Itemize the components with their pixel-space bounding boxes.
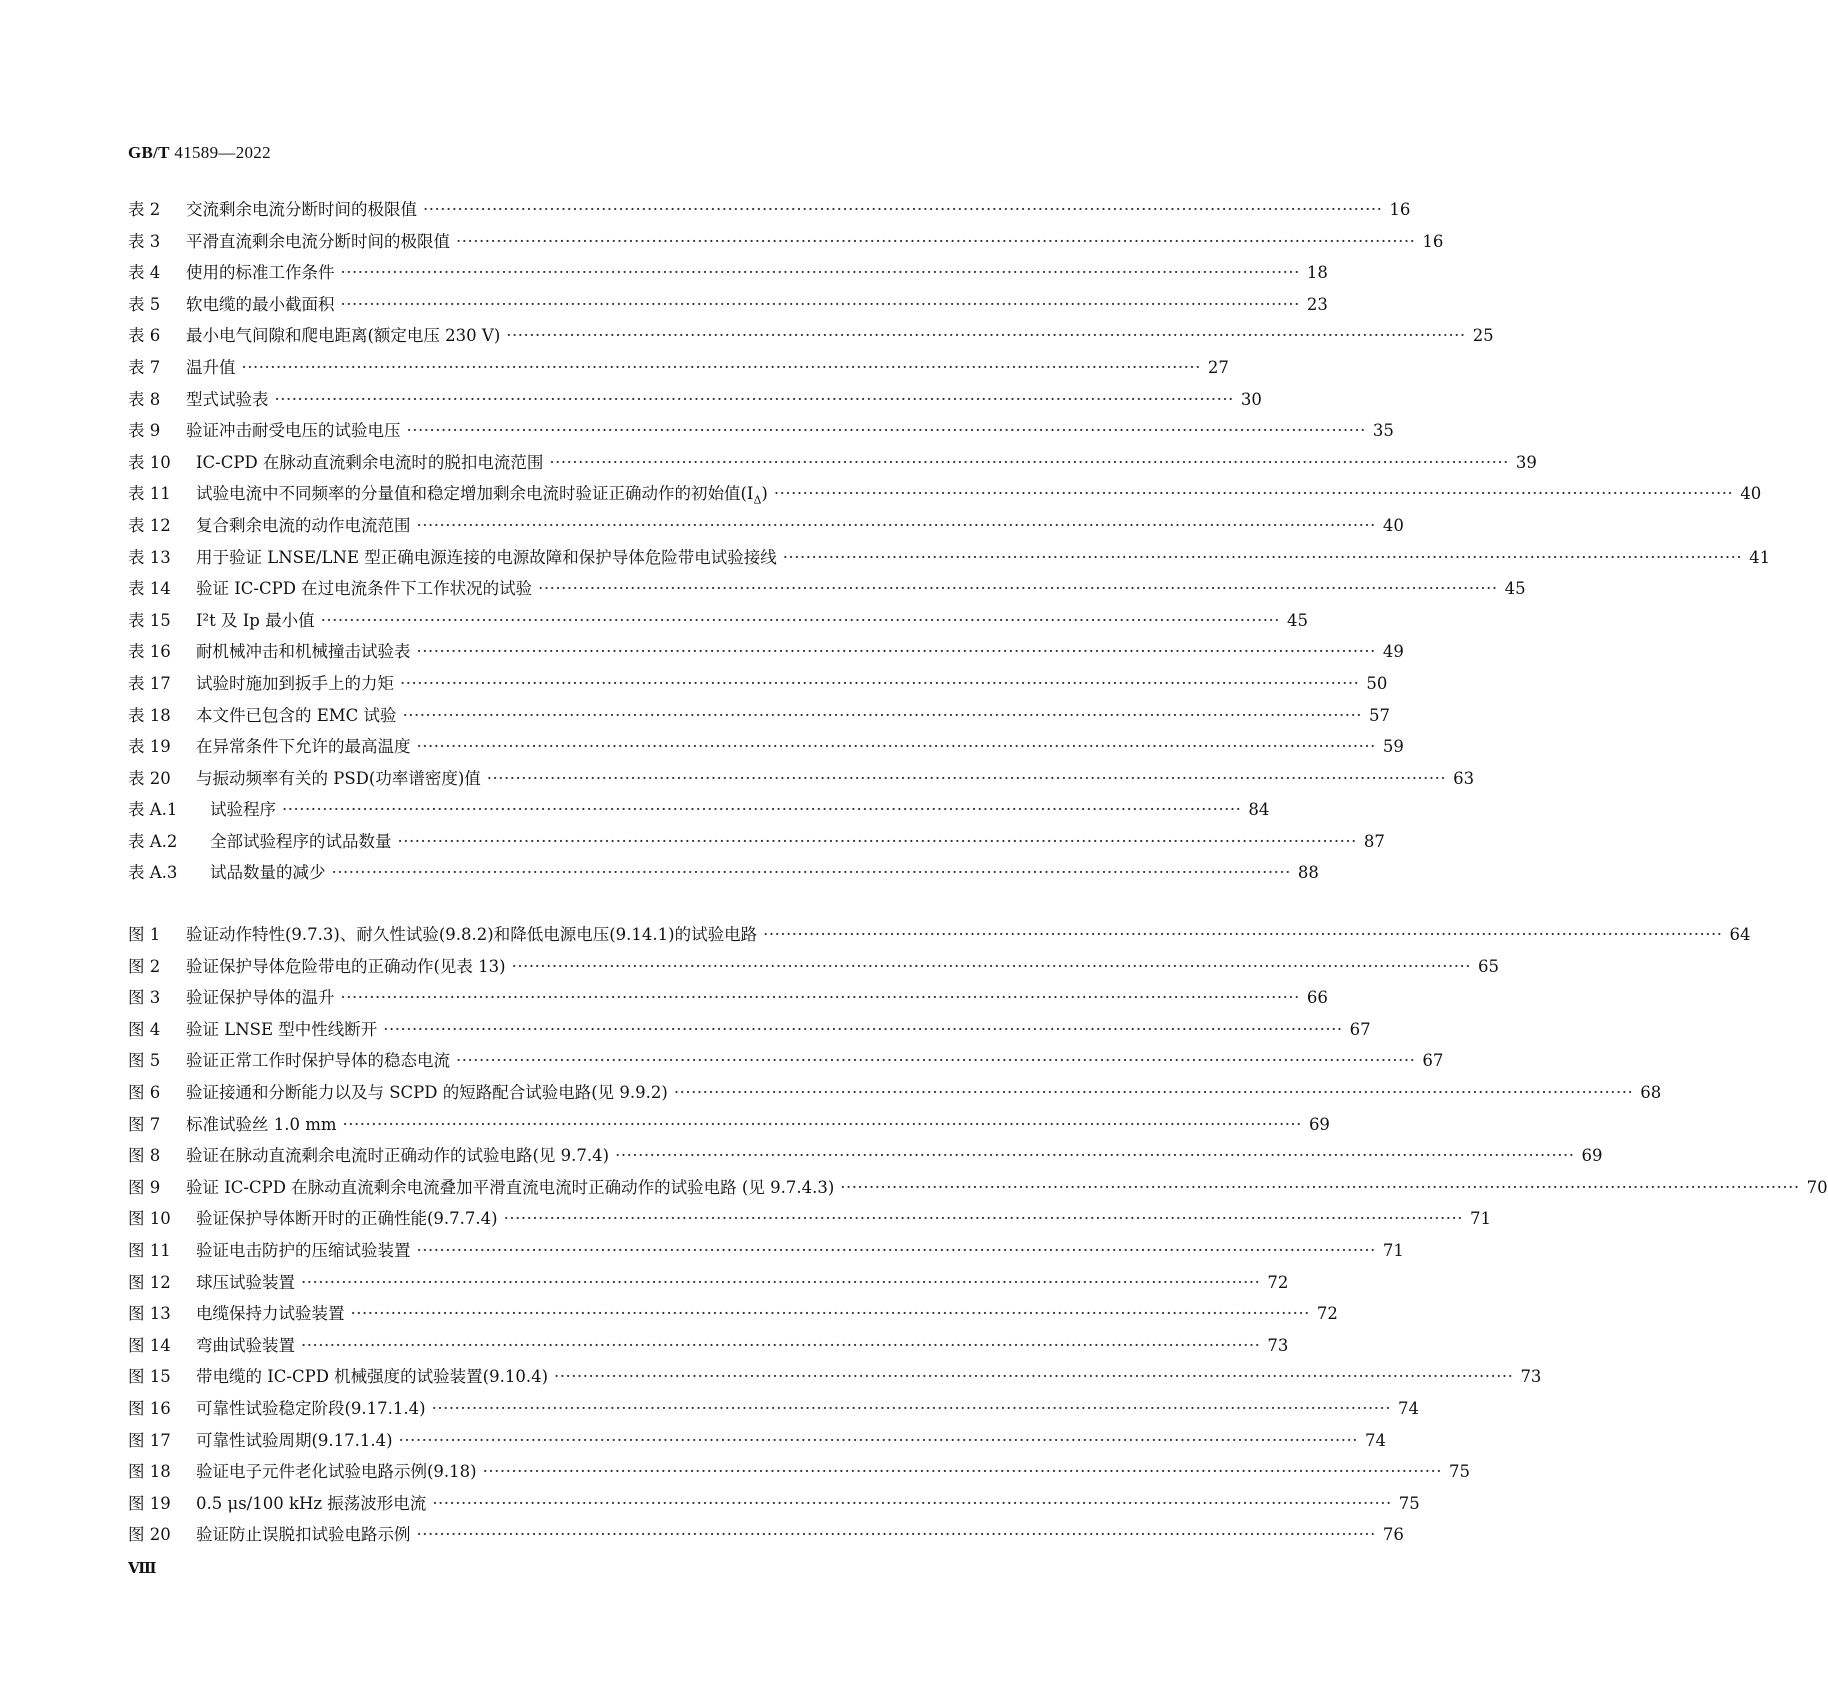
entry-page-number: 76 <box>1382 1525 1404 1545</box>
entry-label: 图 2 <box>128 956 161 976</box>
entry-page-number: 59 <box>1382 737 1404 757</box>
entry-page-number: 67 <box>1422 1051 1444 1071</box>
figure-entry[interactable] <box>128 1332 1289 1364</box>
document-header <box>128 143 271 163</box>
dot-leader <box>783 548 1742 567</box>
figure-entry[interactable] <box>128 1079 1662 1111</box>
dot-leader <box>417 516 1376 535</box>
entry-page-number: 18 <box>1306 263 1328 283</box>
entry-label: 图 20 <box>128 1525 171 1545</box>
entry-title: 验证保护导体的温升 <box>186 988 335 1008</box>
dot-leader <box>456 232 1415 251</box>
entry-page-number: 72 <box>1316 1304 1338 1324</box>
entry-label: 图 15 <box>128 1367 171 1387</box>
figure-entry[interactable] <box>128 1174 1828 1206</box>
entry-page-number: 71 <box>1382 1241 1404 1260</box>
entry-label: 表 9 <box>128 421 161 441</box>
entry-title: 型式试验表 <box>186 389 269 409</box>
entry-page-number: 45 <box>1286 610 1308 630</box>
entry-label: 图 12 <box>128 1272 171 1292</box>
dot-leader <box>301 1273 1260 1292</box>
entry-label: 表 2 <box>128 200 161 219</box>
dot-leader <box>432 1494 1391 1513</box>
entry-label: 表 6 <box>128 326 161 346</box>
table-entry[interactable] <box>128 796 1270 828</box>
entry-label: 图 4 <box>128 1019 161 1039</box>
entry-title: 电缆保持力试验装置 <box>196 1304 345 1324</box>
table-entry[interactable] <box>128 575 1526 607</box>
entry-label: 表 3 <box>128 231 161 251</box>
entry-label: 表 A.1 <box>128 800 178 820</box>
dot-leader <box>456 1051 1415 1070</box>
table-entry[interactable] <box>128 322 1494 354</box>
table-entry[interactable] <box>128 670 1388 702</box>
dot-leader <box>341 263 1300 282</box>
dot-leader <box>398 832 1357 851</box>
figure-entry[interactable] <box>128 1111 1330 1143</box>
entry-label: 图 9 <box>128 1177 161 1197</box>
entry-label: 表 11 <box>128 484 171 504</box>
table-entry[interactable] <box>128 386 1262 418</box>
entry-label: 图 14 <box>128 1335 171 1355</box>
entry-title: 全部试验程序的试品数量 <box>210 831 392 851</box>
entry-title: 在异常条件下允许的最高温度 <box>196 737 411 757</box>
dot-leader <box>275 390 1234 409</box>
figure-entry[interactable] <box>128 953 1500 985</box>
entry-title: I²t 及 Ip 最小值 <box>196 610 315 630</box>
dot-leader <box>282 800 1241 819</box>
dot-leader <box>351 1304 1310 1323</box>
list-of-figures <box>128 921 1828 1553</box>
figure-entry[interactable] <box>128 1490 1420 1522</box>
dot-leader <box>506 326 1465 345</box>
entry-label: 表 19 <box>128 737 171 757</box>
entry-page-number: 74 <box>1365 1430 1387 1450</box>
entry-page-number: 75 <box>1449 1462 1471 1482</box>
entry-title: 试验时施加到扳手上的力矩 <box>196 673 394 693</box>
entry-title: 验证防止误脱扣试验电路示例 <box>196 1525 411 1545</box>
dot-leader <box>483 1462 1442 1481</box>
dot-leader <box>407 421 1366 440</box>
entry-page-number: 39 <box>1515 452 1537 472</box>
figure-entry[interactable] <box>128 1300 1338 1332</box>
entry-page-number: 45 <box>1504 579 1526 599</box>
entry-title: 平滑直流剩余电流分断时间的极限值 <box>186 231 450 251</box>
dot-leader <box>504 1209 1463 1228</box>
table-entry[interactable] <box>128 417 1394 449</box>
entry-title: 0.5 μs/100 kHz 振荡波形电流 <box>196 1493 427 1513</box>
entry-page-number: 49 <box>1382 642 1404 662</box>
table-entry[interactable] <box>128 544 1771 576</box>
page-number: Ⅷ <box>128 1559 157 1577</box>
dot-leader <box>321 611 1280 630</box>
dot-leader <box>840 1178 1799 1197</box>
entry-page-number: 70 <box>1806 1177 1828 1197</box>
figure-entry[interactable] <box>128 1016 1371 1048</box>
table-entry[interactable] <box>128 228 1444 260</box>
entry-page-number: 71 <box>1470 1209 1492 1229</box>
table-entry[interactable] <box>128 859 1319 891</box>
entry-title: 验证 LNSE 型中性线断开 <box>186 1019 378 1039</box>
table-entry[interactable] <box>128 828 1385 860</box>
entry-label: 表 13 <box>128 547 171 567</box>
dot-leader <box>417 1241 1376 1260</box>
entry-label: 图 18 <box>128 1462 171 1482</box>
entry-title: 软电缆的最小截面积 <box>186 294 335 314</box>
entry-title: 本文件已包含的 EMC 试验 <box>196 705 397 725</box>
figure-entry[interactable] <box>128 1458 1471 1490</box>
entry-title: 标准试验丝 1.0 mm <box>186 1114 337 1134</box>
table-entry[interactable] <box>128 607 1308 639</box>
dot-leader <box>432 1399 1391 1418</box>
figure-entry[interactable] <box>128 1205 1492 1237</box>
entry-title: 耐机械冲击和机械撞击试验表 <box>196 642 411 662</box>
entry-label: 图 16 <box>128 1398 171 1418</box>
dot-leader <box>400 674 1359 693</box>
entry-page-number: 65 <box>1478 956 1500 976</box>
table-entry[interactable] <box>128 480 1762 512</box>
entry-page-number: 64 <box>1729 925 1751 945</box>
entry-label: 表 16 <box>128 642 171 662</box>
entry-label: 图 11 <box>128 1241 171 1260</box>
figure-entry[interactable] <box>128 921 1751 953</box>
entry-title: 可靠性试验稳定阶段(9.17.1.4) <box>196 1398 426 1418</box>
entry-title: 验证正常工作时保护导体的稳态电流 <box>186 1051 450 1071</box>
dot-leader <box>242 358 1201 377</box>
dot-leader <box>674 1083 1633 1102</box>
dot-leader <box>383 1020 1342 1039</box>
entry-title: 验证保护导体断开时的正确性能(9.7.7.4) <box>196 1209 498 1229</box>
entry-title: 球压试验装置 <box>196 1272 295 1292</box>
entry-title: 验证 IC-CPD 在脉动直流剩余电流叠加平滑直流电流时正确动作的试验电路 (见 9.7.4.3) <box>186 1177 835 1197</box>
entry-page-number: 16 <box>1422 231 1444 251</box>
dot-leader <box>341 988 1300 1007</box>
entry-page-number: 67 <box>1349 1019 1371 1039</box>
list-of-tables-and-figures <box>128 196 1828 1553</box>
entry-title: 验证 IC-CPD 在过电流条件下工作状况的试验 <box>196 579 533 599</box>
dot-leader <box>417 1525 1376 1544</box>
entry-label: 表 10 <box>128 452 171 472</box>
entry-page-number: 84 <box>1248 800 1270 820</box>
entry-title: 验证在脉动直流剩余电流时正确动作的试验电路(见 9.7.4) <box>186 1146 610 1166</box>
entry-label: 图 7 <box>128 1114 161 1134</box>
entry-label: 表 20 <box>128 768 171 788</box>
dot-leader <box>549 453 1508 472</box>
entry-label: 图 19 <box>128 1493 171 1513</box>
dot-leader <box>399 1431 1358 1450</box>
entry-title-tail: ) <box>761 484 768 504</box>
entry-label: 表 15 <box>128 610 171 630</box>
dot-leader <box>332 863 1291 882</box>
standard-number: 41589—2022 <box>174 143 271 162</box>
entry-page-number: 74 <box>1398 1398 1420 1418</box>
figure-entry[interactable] <box>128 1237 1404 1269</box>
entry-title: 验证动作特性(9.7.3)、耐久性试验(9.8.2)和降低电源电压(9.14.1)的试验电路 <box>186 925 758 945</box>
entry-page-number: 72 <box>1267 1272 1289 1292</box>
dot-leader <box>615 1146 1574 1165</box>
dot-leader <box>343 1115 1302 1134</box>
entry-page-number: 88 <box>1297 863 1319 883</box>
entry-page-number: 69 <box>1308 1114 1330 1134</box>
entry-label: 表 18 <box>128 705 171 725</box>
dot-leader <box>417 737 1376 756</box>
entry-page-number: 40 <box>1382 515 1404 535</box>
entry-label: 图 17 <box>128 1430 171 1450</box>
figure-entry[interactable] <box>128 1363 1542 1395</box>
table-entry[interactable] <box>128 259 1328 291</box>
dot-leader <box>423 200 1382 219</box>
entry-label: 表 14 <box>128 579 171 599</box>
standard-code: GB/T <box>128 143 170 162</box>
entry-page-number: 16 <box>1389 200 1411 219</box>
entry-title: 验证电子元件老化试验电路示例(9.18) <box>196 1462 477 1482</box>
entry-label: 表 A.3 <box>128 863 178 883</box>
entry-label: 表 4 <box>128 263 161 283</box>
entry-title: 温升值 <box>186 357 236 377</box>
table-entry[interactable] <box>128 733 1404 765</box>
entry-title-group <box>196 480 768 506</box>
figure-entry[interactable] <box>128 1427 1387 1459</box>
entry-page-number: 30 <box>1240 389 1262 409</box>
list-of-tables <box>128 196 1771 891</box>
entry-page-number: 75 <box>1398 1493 1420 1513</box>
figure-entry[interactable] <box>128 1047 1444 1079</box>
entry-page-number: 87 <box>1363 831 1385 851</box>
entry-page-number: 66 <box>1306 988 1328 1008</box>
entry-page-number: 63 <box>1453 768 1475 788</box>
table-entry[interactable] <box>128 291 1328 323</box>
entry-title: 试验电流中不同频率的分量值和稳定增加剩余电流时验证正确动作的初始值(I <box>196 484 754 504</box>
entry-title: 可靠性试验周期(9.17.1.4) <box>196 1430 393 1450</box>
entry-page-number: 50 <box>1366 673 1388 693</box>
entry-title: 用于验证 LNSE/LNE 型正确电源连接的电源故障和保护导体危险带电试验接线 <box>196 547 777 567</box>
entry-page-number: 68 <box>1640 1083 1662 1103</box>
entry-label: 表 5 <box>128 294 161 314</box>
dot-leader <box>512 957 1471 976</box>
dot-leader <box>301 1336 1260 1355</box>
entry-label: 图 6 <box>128 1083 161 1103</box>
entry-title: 验证接通和分断能力以及与 SCPD 的短路配合试验电路(见 9.9.2) <box>186 1083 668 1103</box>
figure-entry[interactable] <box>128 984 1328 1016</box>
dot-leader <box>341 295 1300 314</box>
entry-title: 验证冲击耐受电压的试验电压 <box>186 421 401 441</box>
entry-page-number: 57 <box>1368 705 1390 725</box>
dot-leader <box>487 769 1446 788</box>
entry-label: 表 12 <box>128 515 171 535</box>
entry-page-number: 23 <box>1306 294 1328 314</box>
dot-leader <box>417 642 1376 661</box>
entry-subscript: Δ <box>753 493 762 507</box>
dot-leader <box>554 1367 1513 1386</box>
entry-title: IC-CPD 在脉动直流剩余电流时的脱扣电流范围 <box>196 452 544 472</box>
table-entry[interactable] <box>128 449 1537 481</box>
entry-title: 带电缆的 IC-CPD 机械强度的试验装置(9.10.4) <box>196 1367 549 1387</box>
dot-leader <box>774 484 1733 503</box>
entry-page-number: 27 <box>1207 357 1229 377</box>
entry-title: 验证电击防护的压缩试验装置 <box>196 1241 411 1260</box>
entry-page-number: 25 <box>1472 326 1494 346</box>
entry-page-number: 69 <box>1581 1146 1603 1166</box>
dot-leader <box>403 706 1362 725</box>
entry-label: 图 5 <box>128 1051 161 1071</box>
entry-page-number: 41 <box>1749 547 1771 567</box>
entry-title: 复合剩余电流的动作电流范围 <box>196 515 411 535</box>
entry-title: 试验程序 <box>210 800 276 820</box>
entry-label: 图 3 <box>128 988 161 1008</box>
entry-label: 表 8 <box>128 389 161 409</box>
table-entry[interactable] <box>128 702 1390 734</box>
entry-label: 图 8 <box>128 1146 161 1166</box>
table-entry[interactable] <box>128 638 1404 670</box>
entry-label: 表 A.2 <box>128 831 178 851</box>
entry-label: 表 7 <box>128 357 161 377</box>
entry-title: 试品数量的减少 <box>210 863 326 883</box>
figure-entry[interactable] <box>128 1521 1404 1553</box>
entry-title: 弯曲试验装置 <box>196 1335 295 1355</box>
figure-entry[interactable] <box>128 1395 1420 1427</box>
entry-page-number: 73 <box>1267 1335 1289 1355</box>
entry-page-number: 40 <box>1740 484 1762 504</box>
entry-title: 与振动频率有关的 PSD(功率谱密度)值 <box>196 768 481 788</box>
entry-label: 图 10 <box>128 1209 171 1229</box>
table-entry[interactable] <box>128 354 1229 386</box>
dot-leader <box>538 579 1497 598</box>
entry-page-number: 35 <box>1372 421 1394 441</box>
entry-label: 图 13 <box>128 1304 171 1324</box>
entry-page-number: 73 <box>1520 1367 1542 1387</box>
figure-entry[interactable] <box>128 1269 1289 1301</box>
figure-entry[interactable] <box>128 1142 1603 1174</box>
entry-title: 最小电气间隙和爬电距离(额定电压 230 V) <box>186 326 501 346</box>
entry-title: 验证保护导体危险带电的正确动作(见表 13) <box>186 956 506 976</box>
table-entry[interactable] <box>128 765 1475 797</box>
table-entry[interactable] <box>128 196 1411 228</box>
entry-title: 使用的标准工作条件 <box>186 263 335 283</box>
section-gap <box>128 891 1053 921</box>
dot-leader <box>763 925 1722 944</box>
entry-label: 表 17 <box>128 673 171 693</box>
table-entry[interactable] <box>128 512 1404 544</box>
entry-label: 图 1 <box>128 925 161 945</box>
entry-title: 交流剩余电流分断时间的极限值 <box>186 200 417 219</box>
